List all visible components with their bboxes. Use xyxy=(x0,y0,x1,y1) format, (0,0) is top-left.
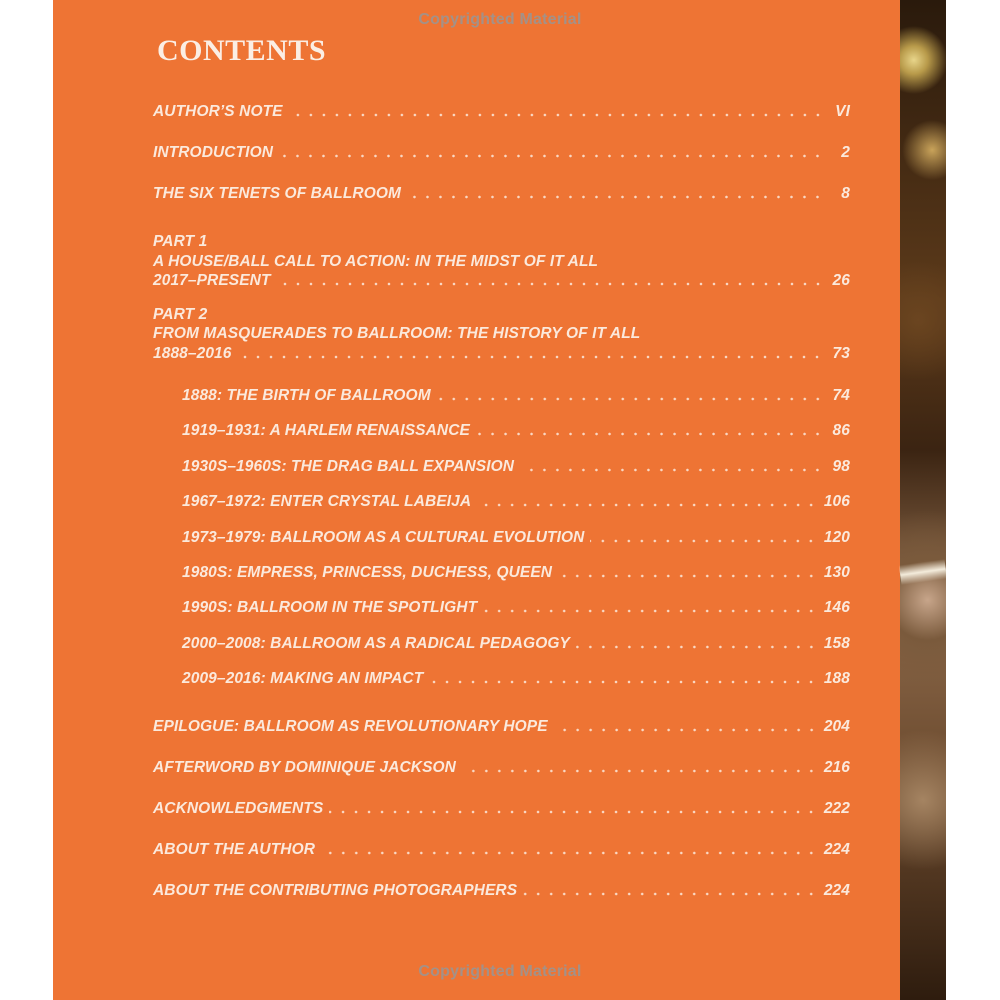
toc-subentry[interactable] xyxy=(182,385,850,407)
toc-subentry[interactable] xyxy=(182,491,850,513)
toc-entry-title: THE SIX TENETS OF BALLROOM xyxy=(153,185,402,202)
toc-entry-title: 1930S–1960S: THE DRAG BALL EXPANSION xyxy=(182,458,515,475)
toc-entry-title: 2000–2008: BALLROOM AS A RADICAL PEDAGOGY xyxy=(182,635,570,652)
toc-entry-page: 130 xyxy=(823,564,850,581)
toc-entry-page: VI xyxy=(835,103,850,120)
toc-entry-page: 188 xyxy=(823,670,850,687)
toc-subentry[interactable] xyxy=(182,668,850,690)
toc-entry-page: 74 xyxy=(832,387,850,404)
toc-subentry[interactable] xyxy=(182,420,850,442)
dot-leader xyxy=(554,728,818,732)
toc-entry-title: 1967–1972: ENTER CRYSTAL LABEIJA xyxy=(182,493,472,510)
toc-entry-title: 1990S: BALLROOM IN THE SPOTLIGHT xyxy=(182,599,478,616)
toc-entry-page: 98 xyxy=(832,458,850,475)
toc-entry-photographers[interactable] xyxy=(153,880,850,902)
toc-entry-part2[interactable] xyxy=(153,343,850,365)
dot-leader xyxy=(590,539,817,543)
toc-subentry[interactable] xyxy=(182,562,850,584)
toc-entry-page: 146 xyxy=(823,599,850,616)
toc-entry-title: AUTHOR’S NOTE xyxy=(153,103,283,120)
toc-entry-title: 1973–1979: BALLROOM AS A CULTURAL EVOLUTION xyxy=(182,529,585,546)
dot-leader xyxy=(329,810,818,814)
toc-entry-epilogue[interactable] xyxy=(153,716,850,738)
toc-entry-about-author[interactable] xyxy=(153,839,850,861)
toc-entry-title: EPILOGUE: BALLROOM AS REVOLUTIONARY HOPE xyxy=(153,718,548,735)
toc-entry-introduction[interactable] xyxy=(153,142,850,164)
dot-leader xyxy=(520,468,824,472)
toc-entry-page: 224 xyxy=(823,841,850,858)
dot-leader xyxy=(429,680,818,684)
part1-label: PART 1 xyxy=(153,233,208,250)
toc-entry-title: 1888: THE BIRTH OF BALLROOM xyxy=(182,387,431,404)
dot-leader xyxy=(437,397,824,401)
toc-subentry[interactable] xyxy=(182,527,850,549)
dot-leader xyxy=(558,574,818,578)
watermark-top: Copyrighted Material xyxy=(418,11,582,28)
toc-entry-title: AFTERWORD BY DOMINIQUE JACKSON xyxy=(153,759,456,776)
toc-entry-part1[interactable] xyxy=(153,270,850,292)
toc-entry-title: ABOUT THE CONTRIBUTING PHOTOGRAPHERS xyxy=(153,882,518,899)
toc-subentry[interactable] xyxy=(182,597,850,619)
toc-entry-title: 2017–PRESENT xyxy=(153,272,271,289)
toc-entry-page: 8 xyxy=(841,185,850,202)
watermark-bottom: Copyrighted Material xyxy=(418,963,582,980)
toc-entry-page: 26 xyxy=(832,272,850,289)
toc-entry-title: 1919–1931: A HARLEM RENAISSANCE xyxy=(182,422,470,439)
toc-entry-acknowledgments[interactable] xyxy=(153,798,850,820)
part1-title: A HOUSE/BALL CALL TO ACTION: IN THE MIDST OF IT ALL xyxy=(153,253,599,270)
dot-leader xyxy=(289,113,824,117)
toc-entry-page: 158 xyxy=(823,635,850,652)
toc-subentry[interactable] xyxy=(182,456,850,478)
toc-entry-title: 1888–2016 xyxy=(153,345,232,362)
toc-entry-page: 224 xyxy=(823,882,850,899)
dot-leader xyxy=(476,432,824,436)
toc-entry-page: 73 xyxy=(832,345,850,362)
part2-label: PART 2 xyxy=(153,306,208,323)
dot-leader xyxy=(477,503,818,507)
toc-entry-title: ACKNOWLEDGMENTS xyxy=(153,800,324,817)
dot-leader xyxy=(483,609,818,613)
toc-entry-authors-note[interactable] xyxy=(153,101,850,123)
toc-entry-title: 1980S: EMPRESS, PRINCESS, DUCHESS, QUEEN xyxy=(182,564,553,581)
toc-entry-page: 216 xyxy=(823,759,850,776)
toc-entry-page: 222 xyxy=(823,800,850,817)
toc-entry-title: 2009–2016: MAKING AN IMPACT xyxy=(182,670,424,687)
toc-subentry[interactable] xyxy=(182,633,850,655)
dot-leader xyxy=(407,195,824,199)
dot-leader xyxy=(321,851,818,855)
toc-entry-page: 2 xyxy=(841,144,850,161)
part2-title: FROM MASQUERADES TO BALLROOM: THE HISTORY OF IT ALL xyxy=(153,325,641,342)
toc-entry-title: INTRODUCTION xyxy=(153,144,274,161)
toc-entry-page: 204 xyxy=(823,718,850,735)
contents-heading: CONTENTS xyxy=(157,34,327,67)
dot-leader xyxy=(523,892,818,896)
toc-entry-afterword[interactable] xyxy=(153,757,850,779)
toc-entry-page: 106 xyxy=(823,493,850,510)
toc-entry-page: 120 xyxy=(823,529,850,546)
dot-leader xyxy=(462,769,818,773)
toc-entry-six-tenets[interactable] xyxy=(153,183,850,205)
toc-entry-title: ABOUT THE AUTHOR xyxy=(153,841,316,858)
dot-leader xyxy=(576,645,818,649)
dot-leader xyxy=(277,282,824,286)
toc-entry-page: 86 xyxy=(832,422,850,439)
dot-leader xyxy=(237,355,824,359)
dot-leader xyxy=(279,154,824,158)
